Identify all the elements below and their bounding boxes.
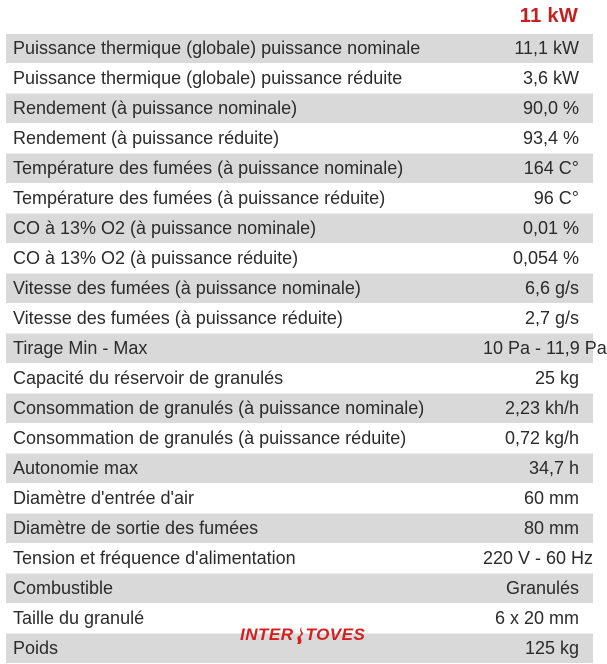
spec-label: Vitesse des fumées (à puissance nominale) [6,274,483,304]
power-rating-heading: 11 kW [519,5,578,27]
logo-text-inter: INTER [240,625,294,644]
spec-label: Combustible [6,574,483,604]
spec-row [6,214,593,244]
spec-value: 93,4 % [483,124,593,154]
spec-label: Rendement (à puissance réduite) [6,124,483,154]
spec-row [6,34,593,64]
spec-label: Puissance thermique (globale) puissance réduite [6,64,483,94]
spec-label: Rendement (à puissance nominale) [6,94,483,124]
spec-label: Taille du granulé [6,604,483,634]
spec-row [6,274,593,304]
spec-value: 60 mm [483,484,593,514]
spec-value: 90,0 % [483,94,593,124]
flame-icon [295,627,305,644]
spec-value: 125 kg [483,634,593,664]
spec-value: 3,6 kW [483,64,593,94]
spec-label: Tirage Min - Max [6,334,483,364]
spec-label: Tension et fréquence d'alimentation [6,544,483,574]
spec-label: Consommation de granulés (à puissance nominale) [6,394,483,424]
spec-row [6,94,593,124]
spec-label: Température des fumées (à puissance réduite) [6,184,483,214]
interstoves-logo [240,625,365,645]
spec-label: Diamètre de sortie des fumées [6,514,483,544]
spec-value: 164 C° [483,154,593,184]
spec-row [6,454,593,484]
spec-row [6,154,593,184]
spec-label: CO à 13% O2 (à puissance réduite) [6,244,483,274]
logo-text-toves: TOVES [305,625,366,644]
spec-row [6,574,593,604]
spec-label: Puissance thermique (globale) puissance nominale [6,34,483,64]
spec-value: 2,7 g/s [483,304,593,334]
spec-value: 0,054 % [483,244,593,274]
spec-value: 34,7 h [483,454,593,484]
spec-row [6,184,593,214]
spec-row [6,394,593,424]
spec-value: 25 kg [483,364,593,394]
spec-label: Consommation de granulés (à puissance réduite) [6,424,483,454]
spec-label: Vitesse des fumées (à puissance réduite) [6,304,483,334]
spec-row [6,514,593,544]
spec-value: 0,01 % [483,214,593,244]
spec-label: Autonomie max [6,454,483,484]
spec-value: 6,6 g/s [483,274,593,304]
spec-row [6,334,593,364]
spec-row [6,124,593,154]
spec-table [6,34,607,664]
spec-value: 80 mm [483,514,593,544]
spec-row [6,424,593,454]
spec-row [6,64,593,94]
spec-value: 6 x 20 mm [483,604,593,634]
spec-label: CO à 13% O2 (à puissance nominale) [6,214,483,244]
spec-row [6,544,593,574]
spec-value: 11,1 kW [483,34,593,64]
spec-label: Capacité du réservoir de granulés [6,364,483,394]
spec-value: 96 C° [483,184,593,214]
spec-value: 2,23 kh/h [483,394,593,424]
header [0,0,600,34]
spec-table-body [6,34,607,664]
spec-row [6,304,593,334]
spec-row [6,244,593,274]
spec-label: Diamètre d'entrée d'air [6,484,483,514]
spec-value: 220 V - 60 Hz [483,544,593,574]
spec-row [6,364,593,394]
spec-value: 10 Pa - 11,9 Pa [483,334,593,364]
spec-label: Poids [6,634,483,664]
spec-row [6,484,593,514]
spec-value: 0,72 kg/h [483,424,593,454]
spec-label: Température des fumées (à puissance nominale) [6,154,483,184]
spec-value: Granulés [483,574,593,604]
